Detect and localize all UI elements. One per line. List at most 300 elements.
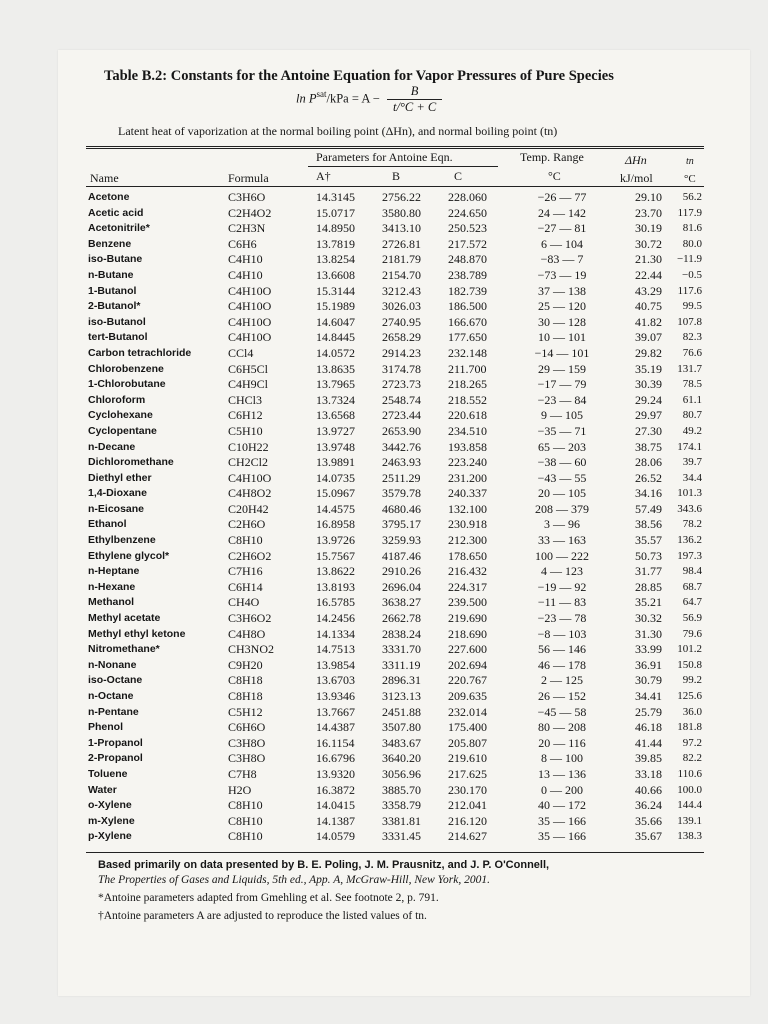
cell-tn: 125.6	[677, 690, 702, 702]
cell-h: 34.16	[635, 486, 662, 501]
cell-a: 15.7567	[316, 548, 355, 563]
table-bottom-rule	[86, 852, 704, 853]
cell-formula: C8H10	[228, 829, 263, 844]
table-row	[88, 751, 702, 767]
cell-t: −73 — 19	[537, 267, 587, 282]
cell-tn: 56.9	[682, 612, 702, 625]
cell-tn: 181.8	[677, 721, 702, 734]
cell-c: 231.200	[448, 470, 487, 485]
cell-formula: C4H8O	[228, 626, 266, 641]
cell-a: 14.4575	[316, 501, 355, 516]
cell-tn: 97.2	[682, 736, 702, 749]
cell-h: 35.67	[635, 829, 662, 844]
cell-h: 38.56	[635, 517, 662, 532]
footnotes	[98, 858, 658, 927]
degc-header: °C	[548, 169, 561, 183]
cell-tn: 197.3	[677, 549, 702, 562]
cell-name: Cyclopentane	[88, 424, 157, 437]
cell-a: 13.9891	[316, 455, 355, 470]
cell-name: Chloroform	[88, 393, 146, 406]
cell-tn: 78.5	[682, 378, 702, 391]
cell-formula: C9H20	[228, 657, 263, 672]
cell-h: 29.82	[635, 345, 662, 360]
cell-b: 3056.96	[382, 766, 421, 781]
cell-tn: 144.4	[677, 799, 702, 812]
cell-t: −35 — 71	[537, 423, 587, 438]
cell-t: 35 — 166	[538, 829, 586, 844]
cell-a: 13.9320	[316, 766, 355, 781]
table-row	[88, 533, 702, 549]
name-header: Name	[90, 171, 119, 185]
cell-tn: 101.3	[677, 487, 702, 500]
cell-h: 30.39	[635, 377, 662, 392]
cell-formula: C8H10	[228, 813, 263, 828]
cell-tn: 68.7	[682, 580, 702, 593]
cell-b: 2756.22	[382, 190, 421, 204]
cell-t: 13 — 136	[538, 766, 586, 781]
cell-formula: C2H3N	[228, 221, 266, 236]
cell-b: 2723.73	[382, 377, 421, 392]
cell-b: 3311.19	[382, 657, 421, 672]
cell-name: 1-Chlorobutane	[88, 378, 166, 391]
equation-unit: /kPa = A −	[326, 91, 380, 106]
cell-formula: C7H8	[228, 766, 257, 781]
cell-t: 8 — 100	[541, 751, 583, 766]
table-row	[88, 362, 702, 378]
cell-c: 212.300	[448, 533, 487, 548]
cell-b: 2910.26	[382, 564, 421, 579]
params-underline	[308, 166, 498, 167]
cell-name: 1,4-Dioxane	[88, 487, 147, 500]
table-row	[88, 299, 702, 315]
cell-a: 13.8254	[316, 252, 355, 267]
cell-tn: 98.4	[682, 565, 702, 578]
cell-h: 30.32	[635, 611, 662, 626]
kjmol-header: kJ/mol	[620, 171, 653, 185]
cell-formula: CH2Cl2	[228, 455, 269, 470]
cell-a: 13.7965	[316, 377, 355, 392]
cell-t: −45 — 58	[537, 704, 587, 719]
cell-tn: 99.2	[682, 674, 702, 687]
cell-name: iso-Butanol	[88, 315, 146, 328]
cell-a: 16.1154	[316, 735, 355, 750]
cell-c: 232.014	[448, 704, 487, 719]
cell-a: 14.0572	[316, 345, 355, 360]
cell-name: Nitromethane*	[88, 643, 160, 656]
cell-b: 3885.70	[382, 782, 421, 797]
cell-b: 2463.93	[382, 455, 421, 470]
table-row	[88, 564, 702, 580]
cell-b: 3413.10	[382, 221, 421, 236]
cell-formula: CHCl3	[228, 392, 263, 407]
cell-t: 46 — 178	[538, 657, 586, 672]
cell-a: 16.3872	[316, 782, 355, 797]
cell-b: 3212.43	[382, 283, 421, 298]
cell-a: 13.9726	[316, 533, 355, 548]
cell-b: 2548.74	[382, 392, 421, 407]
cell-name: p-Xylene	[88, 830, 132, 843]
cell-tn: 39.7	[682, 456, 702, 469]
cell-a: 15.0717	[316, 205, 355, 220]
cell-h: 28.06	[635, 455, 662, 470]
table-row	[88, 814, 702, 830]
cell-t: 20 — 116	[538, 735, 586, 750]
table-row	[88, 798, 702, 814]
a-header: A†	[316, 169, 331, 183]
table-row	[88, 408, 702, 424]
cell-name: Methyl ethyl ketone	[88, 627, 186, 640]
cell-name: Acetic acid	[88, 206, 144, 219]
cell-b: 2696.04	[382, 579, 421, 594]
antoine-table-body	[88, 190, 702, 845]
table-row	[88, 689, 702, 705]
cell-a: 13.9346	[316, 689, 355, 703]
cell-a: 13.8635	[316, 361, 355, 376]
table-row	[88, 767, 702, 783]
cell-tn: 139.1	[677, 814, 702, 827]
cell-tn: 79.6	[682, 627, 702, 640]
cell-h: 35.57	[635, 533, 662, 548]
cell-a: 15.1989	[316, 299, 355, 314]
cell-t: −11 — 83	[537, 595, 587, 610]
cell-c: 238.789	[448, 267, 487, 282]
cell-a: 13.9727	[316, 423, 355, 438]
cell-b: 3795.17	[382, 517, 421, 532]
cell-a: 15.3144	[316, 283, 355, 298]
cell-c: 202.694	[448, 657, 487, 672]
cell-a: 13.6703	[316, 673, 355, 688]
table-row	[88, 206, 702, 222]
cell-t: 24 — 142	[538, 205, 586, 220]
cell-a: 13.7819	[316, 236, 355, 251]
cell-name: Carbon tetrachloride	[88, 346, 192, 359]
cell-a: 14.0415	[316, 798, 355, 813]
cell-c: 250.523	[448, 221, 487, 236]
table-row	[88, 190, 702, 206]
cell-formula: C3H8O	[228, 735, 266, 750]
cell-t: 208 — 379	[535, 501, 589, 516]
cell-name: Ethylbenzene	[88, 534, 156, 547]
cell-c: 220.767	[448, 673, 487, 688]
cell-a: 14.7513	[316, 642, 355, 657]
table-row	[88, 783, 702, 799]
cell-c: 220.618	[448, 408, 487, 423]
equation-denominator: t/°C + C	[392, 100, 437, 114]
cell-name: 1-Propanol	[88, 736, 143, 749]
cell-t: 30 — 128	[538, 314, 586, 329]
cell-b: 2838.24	[382, 626, 421, 641]
cell-tn: 174.1	[677, 440, 702, 453]
antoine-table	[88, 190, 702, 845]
cell-b: 3483.67	[382, 735, 421, 750]
cell-tn: 100.0	[677, 783, 702, 796]
cell-t: 33 — 163	[538, 533, 586, 548]
cell-c: 209.635	[448, 689, 487, 703]
table-row	[88, 580, 702, 596]
cell-h: 33.18	[635, 766, 662, 781]
cell-tn: 110.6	[677, 767, 702, 780]
table-row	[88, 284, 702, 300]
cell-b: 3580.80	[382, 205, 421, 220]
cell-t: 29 — 159	[538, 361, 586, 376]
cell-h: 46.18	[635, 720, 662, 735]
cell-c: 219.610	[448, 751, 487, 766]
cell-name: Dichloromethane	[88, 456, 174, 469]
cell-t: −83 — 7	[540, 252, 584, 267]
cell-formula: C8H10	[228, 533, 263, 548]
cell-formula: C4H10	[228, 267, 263, 282]
cell-a: 14.8445	[316, 330, 355, 345]
cell-b: 2653.90	[382, 423, 421, 438]
cell-tn: 117.9	[677, 206, 702, 219]
cell-formula: C10H22	[228, 439, 269, 454]
cell-c: 175.400	[448, 720, 487, 735]
table-row	[88, 642, 702, 658]
cell-b: 3123.13	[382, 689, 421, 703]
table-row	[88, 595, 702, 611]
header-bottom-rule	[86, 186, 704, 187]
table-row	[88, 440, 702, 456]
cell-tn: 138.3	[677, 830, 702, 843]
cell-name: Diethyl ether	[88, 471, 152, 484]
table-row	[88, 377, 702, 393]
cell-t: 100 — 222	[535, 548, 589, 563]
table-row	[88, 611, 702, 627]
cell-name: iso-Butane	[88, 253, 143, 266]
cell-a: 13.7324	[316, 392, 355, 407]
footnote-source-book: The Properties of Gases and Liquids, 5th ed., App. A, McGraw-Hill, New York, 2001.	[98, 874, 490, 886]
cell-h: 36.91	[635, 657, 662, 672]
cell-c: 218.552	[448, 392, 487, 407]
cell-c: 230.918	[448, 517, 487, 532]
cell-name: Methanol	[88, 596, 135, 609]
cell-a: 13.8622	[316, 564, 355, 579]
table-title-text: Constants for the Antoine Equation for Vapor Pressures of Pure Species	[170, 68, 614, 84]
cell-formula: CCl4	[228, 345, 254, 360]
table-row	[88, 237, 702, 253]
cell-formula: C6H14	[228, 579, 263, 594]
cell-tn: 136.2	[677, 534, 702, 547]
cell-tn: 82.2	[682, 752, 702, 765]
cell-tn: 101.2	[677, 643, 702, 656]
cell-b: 2914.23	[382, 345, 421, 360]
cell-a: 14.4387	[316, 720, 355, 735]
cell-formula: C4H10	[228, 252, 263, 267]
cell-formula: C8H18	[228, 689, 263, 703]
cell-name: Acetone	[88, 191, 130, 203]
cell-h: 33.99	[635, 642, 662, 657]
cell-tn: 117.6	[677, 284, 702, 297]
cell-h: 35.21	[635, 595, 662, 610]
cell-h: 35.19	[635, 361, 662, 376]
cell-h: 25.79	[635, 704, 662, 719]
cell-name: o-Xylene	[88, 799, 132, 812]
cell-a: 16.6796	[316, 751, 355, 766]
cell-a: 15.0967	[316, 486, 355, 501]
cell-name: n-Butane	[88, 268, 134, 281]
cell-t: −8 — 103	[537, 626, 587, 641]
cell-name: Cyclohexane	[88, 409, 153, 422]
cell-name: n-Hexane	[88, 580, 136, 593]
cell-h: 23.70	[635, 205, 662, 220]
temp-range-header: Temp. Range	[520, 150, 584, 164]
cell-t: −23 — 78	[537, 611, 587, 626]
cell-tn: 56.2	[682, 191, 702, 203]
cell-t: −43 — 55	[537, 470, 587, 485]
cell-h: 29.24	[635, 392, 662, 407]
cell-t: 40 — 172	[538, 798, 586, 813]
cell-c: 186.500	[448, 299, 487, 314]
cell-c: 182.739	[448, 283, 487, 298]
cell-b: 3174.78	[382, 361, 421, 376]
cell-h: 29.97	[635, 408, 662, 423]
table-row	[88, 252, 702, 268]
cell-t: −14 — 101	[534, 345, 590, 360]
antoine-equation	[296, 84, 442, 115]
cell-formula: C7H16	[228, 564, 263, 579]
cell-formula: C4H9Cl	[228, 377, 269, 392]
cell-b: 3026.03	[382, 299, 421, 314]
cell-c: 234.510	[448, 423, 487, 438]
cell-tn: 76.6	[682, 346, 702, 359]
cell-c: 216.120	[448, 813, 487, 828]
params-header: Parameters for Antoine Eqn.	[316, 150, 453, 164]
tn-header: tn	[686, 156, 694, 167]
cell-name: Methyl acetate	[88, 612, 161, 625]
cell-tn: 82.3	[682, 331, 702, 344]
cell-a: 14.1387	[316, 813, 355, 828]
equation-numerator: B	[387, 84, 442, 100]
cell-b: 2896.31	[382, 673, 421, 688]
cell-b: 3442.76	[382, 439, 421, 454]
cell-c: 224.317	[448, 579, 487, 594]
table-row	[88, 627, 702, 643]
cell-h: 40.75	[635, 299, 662, 314]
cell-b: 2662.78	[382, 611, 421, 626]
cell-formula: C2H6O	[228, 517, 266, 532]
cell-t: 35 — 166	[538, 813, 586, 828]
cell-a: 13.7667	[316, 704, 355, 719]
cell-name: n-Eicosane	[88, 502, 145, 515]
cell-b: 3358.79	[382, 798, 421, 813]
cell-a: 13.9748	[316, 439, 355, 454]
cell-c: 211.700	[448, 361, 487, 376]
cell-b: 3579.78	[382, 486, 421, 501]
cell-formula: C8H18	[228, 673, 263, 688]
document-page	[58, 50, 750, 996]
table-row	[88, 471, 702, 487]
cell-t: 20 — 105	[538, 486, 586, 501]
cell-b: 2658.29	[382, 330, 421, 345]
cell-h: 34.41	[635, 689, 662, 703]
cell-b: 2726.81	[382, 236, 421, 251]
cell-name: Phenol	[88, 721, 124, 734]
cell-t: 80 — 208	[538, 720, 586, 735]
cell-h: 31.30	[635, 626, 662, 641]
dh-header: ΔHn	[625, 153, 647, 167]
cell-c: 193.858	[448, 439, 487, 454]
cell-a: 13.6568	[316, 408, 355, 423]
cell-tn: 34.4	[682, 471, 702, 484]
cell-name: n-Heptane	[88, 565, 140, 578]
cell-formula: C4H10O	[228, 470, 272, 485]
cell-formula: C20H42	[228, 501, 269, 516]
cell-name: 1-Butanol	[88, 284, 137, 297]
cell-t: 37 — 138	[538, 283, 586, 298]
cell-b: 2154.70	[382, 267, 421, 282]
cell-t: 9 — 105	[541, 408, 583, 423]
equation-sup: sat	[316, 89, 327, 100]
cell-t: 56 — 146	[538, 642, 586, 657]
footnote-source	[98, 858, 658, 888]
cell-a: 14.3145	[316, 190, 355, 204]
cell-t: 25 — 120	[538, 299, 586, 314]
cell-a: 14.8950	[316, 221, 355, 236]
cell-a: 13.6608	[316, 267, 355, 282]
cell-name: Benzene	[88, 237, 132, 250]
cell-h: 43.29	[635, 283, 662, 298]
table-row	[88, 673, 702, 689]
cell-c: 219.690	[448, 611, 487, 626]
cell-name: 2-Propanol	[88, 752, 143, 765]
cell-h: 50.73	[635, 548, 662, 563]
cell-c: 248.870	[448, 252, 487, 267]
cell-a: 14.0579	[316, 829, 355, 844]
header-top-rule	[86, 146, 704, 149]
cell-tn: −11.9	[676, 253, 702, 266]
cell-formula: C4H10O	[228, 330, 272, 345]
cell-tn: 107.8	[677, 315, 702, 328]
cell-t: 3 — 96	[544, 517, 580, 532]
cell-tn: 64.7	[682, 596, 702, 609]
cell-h: 30.19	[635, 221, 662, 236]
cell-name: n-Pentane	[88, 705, 139, 718]
cell-name: Water	[88, 783, 117, 796]
table-row	[88, 393, 702, 409]
table-row	[88, 517, 702, 533]
b-header: B	[392, 169, 401, 183]
cell-tn: 49.2	[682, 424, 702, 437]
cell-t: −27 — 81	[537, 221, 587, 236]
cell-h: 41.44	[635, 735, 662, 750]
cell-b: 2451.88	[382, 704, 421, 719]
cell-a: 16.8958	[316, 517, 355, 532]
cell-tn: 61.1	[682, 393, 702, 406]
cell-t: 26 — 152	[538, 689, 586, 703]
cell-name: Ethanol	[88, 518, 127, 531]
cell-formula: CH3NO2	[228, 642, 275, 657]
latent-heat-line: Latent heat of vaporization at the normal boiling point (ΔHn), and normal boiling point (tn)	[118, 124, 558, 138]
cell-h: 31.77	[635, 564, 662, 579]
table-row	[88, 720, 702, 736]
cell-formula: C2H4O2	[228, 205, 272, 220]
cell-a: 13.8193	[316, 579, 355, 594]
equation-fraction	[387, 84, 442, 115]
cell-formula: C3H6O	[228, 190, 266, 204]
cell-h: 39.07	[635, 330, 662, 345]
table-row	[88, 315, 702, 331]
cell-c: 239.500	[448, 595, 487, 610]
cell-formula: C3H6O2	[228, 611, 272, 626]
cell-t: 4 — 123	[541, 564, 583, 579]
cell-b: 3507.80	[382, 720, 421, 735]
cell-c: 212.041	[448, 798, 487, 813]
table-label: Table B.2:	[104, 68, 168, 84]
cell-h: 36.24	[635, 798, 662, 813]
cell-formula: C5H10	[228, 423, 263, 438]
cell-t: 6 — 104	[541, 236, 583, 251]
footnote-source-line: Based primarily on data presented by B. E. Poling, J. M. Prausnitz, and J. P. O'Connell,	[98, 859, 550, 871]
